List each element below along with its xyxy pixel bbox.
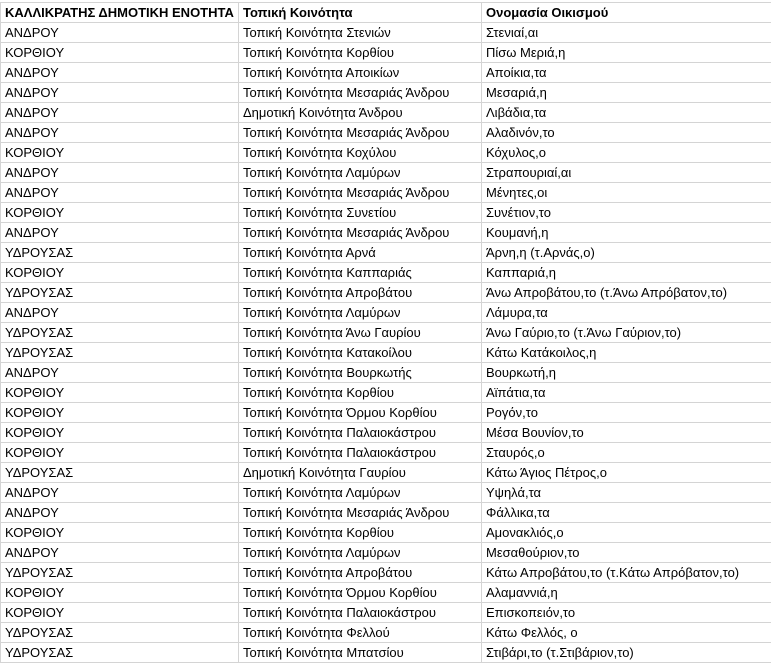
cell-local-community[interactable]: Τοπική Κοινότητα Κορθίου: [239, 383, 482, 403]
cell-settlement-name[interactable]: Αλαμαννιά,η: [482, 583, 771, 603]
table-row: [1, 503, 771, 523]
table-row: [1, 343, 771, 363]
table-row: [1, 63, 771, 83]
table-row: [1, 163, 771, 183]
table-row: [1, 143, 771, 163]
cell-settlement-name[interactable]: Κάτω Φελλός, ο: [482, 623, 771, 643]
table-row: [1, 303, 771, 323]
cell-local-community[interactable]: Τοπική Κοινότητα Μεσαριάς Άνδρου: [239, 123, 482, 143]
cell-local-community[interactable]: Τοπική Κοινότητα Λαμύρων: [239, 543, 482, 563]
cell-settlement-name[interactable]: Μένητες,οι: [482, 183, 771, 203]
cell-municipal-unit[interactable]: ΥΔΡΟΥΣΑΣ: [1, 563, 239, 583]
cell-municipal-unit[interactable]: ΚΟΡΘΙΟΥ: [1, 423, 239, 443]
cell-municipal-unit[interactable]: ΚΟΡΘΙΟΥ: [1, 603, 239, 623]
cell-settlement-name[interactable]: Λιβάδια,τα: [482, 103, 771, 123]
cell-settlement-name[interactable]: Στενιαί,αι: [482, 23, 771, 43]
cell-settlement-name[interactable]: Στιβάρι,το (τ.Στιβάριον,το): [482, 643, 771, 663]
cell-municipal-unit[interactable]: ΑΝΔΡΟΥ: [1, 163, 239, 183]
cell-local-community[interactable]: Τοπική Κοινότητα Αρνά: [239, 243, 482, 263]
cell-local-community[interactable]: Τοπική Κοινότητα Συνετίου: [239, 203, 482, 223]
cell-local-community[interactable]: Τοπική Κοινότητα Μεσαριάς Άνδρου: [239, 223, 482, 243]
cell-local-community[interactable]: Τοπική Κοινότητα Όρμου Κορθίου: [239, 583, 482, 603]
table-row: [1, 223, 771, 243]
cell-municipal-unit[interactable]: ΚΟΡΘΙΟΥ: [1, 443, 239, 463]
cell-municipal-unit[interactable]: ΚΟΡΘΙΟΥ: [1, 143, 239, 163]
cell-municipal-unit[interactable]: ΚΟΡΘΙΟΥ: [1, 523, 239, 543]
cell-settlement-name[interactable]: Φάλλικα,τα: [482, 503, 771, 523]
cell-local-community[interactable]: Τοπική Κοινότητα Καππαριάς: [239, 263, 482, 283]
settlements-table: [0, 2, 771, 663]
header-local-community[interactable]: Τοπική Κοινότητα: [239, 3, 482, 23]
cell-municipal-unit[interactable]: ΑΝΔΡΟΥ: [1, 223, 239, 243]
cell-municipal-unit[interactable]: ΚΟΡΘΙΟΥ: [1, 263, 239, 283]
cell-municipal-unit[interactable]: ΑΝΔΡΟΥ: [1, 543, 239, 563]
cell-local-community[interactable]: Τοπική Κοινότητα Λαμύρων: [239, 303, 482, 323]
header-settlement-name[interactable]: Ονομασία Οικισμού: [482, 3, 771, 23]
cell-settlement-name[interactable]: Κουμανή,η: [482, 223, 771, 243]
table-row: [1, 123, 771, 143]
table-row: [1, 443, 771, 463]
table-row: [1, 543, 771, 563]
table-row: [1, 103, 771, 123]
table-row: [1, 463, 771, 483]
cell-municipal-unit[interactable]: ΥΔΡΟΥΣΑΣ: [1, 463, 239, 483]
table-row: [1, 603, 771, 623]
cell-local-community[interactable]: Τοπική Κοινότητα Αποικίων: [239, 63, 482, 83]
cell-municipal-unit[interactable]: ΚΟΡΘΙΟΥ: [1, 403, 239, 423]
table-row: [1, 363, 771, 383]
cell-local-community[interactable]: Δημοτική Κοινότητα Άνδρου: [239, 103, 482, 123]
table-row: [1, 643, 771, 663]
cell-settlement-name[interactable]: Κάτω Άγιος Πέτρος,ο: [482, 463, 771, 483]
cell-settlement-name[interactable]: Μέσα Βουνίον,το: [482, 423, 771, 443]
cell-municipal-unit[interactable]: ΚΟΡΘΙΟΥ: [1, 203, 239, 223]
table-row: [1, 243, 771, 263]
cell-settlement-name[interactable]: Μεσαθούριον,το: [482, 543, 771, 563]
cell-local-community[interactable]: Τοπική Κοινότητα Βουρκωτής: [239, 363, 482, 383]
cell-local-community[interactable]: Τοπική Κοινότητα Μεσαριάς Άνδρου: [239, 83, 482, 103]
cell-municipal-unit[interactable]: ΚΟΡΘΙΟΥ: [1, 383, 239, 403]
table-row: [1, 523, 771, 543]
table-row: [1, 203, 771, 223]
table-row: [1, 323, 771, 343]
cell-settlement-name[interactable]: Καππαριά,η: [482, 263, 771, 283]
table-row: [1, 83, 771, 103]
table-row: [1, 23, 771, 43]
cell-municipal-unit[interactable]: ΑΝΔΡΟΥ: [1, 23, 239, 43]
cell-municipal-unit[interactable]: ΑΝΔΡΟΥ: [1, 63, 239, 83]
cell-local-community[interactable]: Τοπική Κοινότητα Μεσαριάς Άνδρου: [239, 503, 482, 523]
cell-local-community[interactable]: Τοπική Κοινότητα Παλαιοκάστρου: [239, 603, 482, 623]
cell-settlement-name[interactable]: Ρογόν,το: [482, 403, 771, 423]
cell-local-community[interactable]: Τοπική Κοινότητα Στενιών: [239, 23, 482, 43]
cell-settlement-name[interactable]: Μεσαριά,η: [482, 83, 771, 103]
table-row: [1, 183, 771, 203]
cell-settlement-name[interactable]: Άνω Γαύριο,το (τ.Άνω Γαύριον,το): [482, 323, 771, 343]
cell-municipal-unit[interactable]: ΑΝΔΡΟΥ: [1, 503, 239, 523]
cell-settlement-name[interactable]: Αϊπάτια,τα: [482, 383, 771, 403]
cell-settlement-name[interactable]: Υψηλά,τα: [482, 483, 771, 503]
cell-municipal-unit[interactable]: ΥΔΡΟΥΣΑΣ: [1, 323, 239, 343]
cell-local-community[interactable]: Τοπική Κοινότητα Απροβάτου: [239, 563, 482, 583]
table-row: [1, 563, 771, 583]
cell-local-community[interactable]: Τοπική Κοινότητα Όρμου Κορθίου: [239, 403, 482, 423]
cell-municipal-unit[interactable]: ΑΝΔΡΟΥ: [1, 83, 239, 103]
cell-local-community[interactable]: Τοπική Κοινότητα Μπατσίου: [239, 643, 482, 663]
cell-municipal-unit[interactable]: ΑΝΔΡΟΥ: [1, 363, 239, 383]
table-row: [1, 43, 771, 63]
cell-settlement-name[interactable]: Άρνη,η (τ.Αρνάς,ο): [482, 243, 771, 263]
cell-local-community[interactable]: Τοπική Κοινότητα Παλαιοκάστρου: [239, 443, 482, 463]
cell-settlement-name[interactable]: Κάτω Κατάκοιλος,η: [482, 343, 771, 363]
cell-municipal-unit[interactable]: ΥΔΡΟΥΣΑΣ: [1, 623, 239, 643]
cell-settlement-name[interactable]: Αλαδινόν,το: [482, 123, 771, 143]
cell-municipal-unit[interactable]: ΥΔΡΟΥΣΑΣ: [1, 283, 239, 303]
cell-municipal-unit[interactable]: ΑΝΔΡΟΥ: [1, 103, 239, 123]
cell-municipal-unit[interactable]: ΑΝΔΡΟΥ: [1, 303, 239, 323]
cell-municipal-unit[interactable]: ΥΔΡΟΥΣΑΣ: [1, 343, 239, 363]
cell-settlement-name[interactable]: Βουρκωτή,η: [482, 363, 771, 383]
cell-municipal-unit[interactable]: ΑΝΔΡΟΥ: [1, 183, 239, 203]
table-row: [1, 383, 771, 403]
table-row: [1, 623, 771, 643]
header-municipal-unit[interactable]: ΚΑΛΛΙΚΡΑΤΗΣ ΔΗΜΟΤΙΚΗ ΕΝΟΤΗΤΑ: [1, 3, 239, 23]
cell-local-community[interactable]: Τοπική Κοινότητα Λαμύρων: [239, 163, 482, 183]
cell-settlement-name[interactable]: Κάτω Απροβάτου,το (τ.Κάτω Απρόβατον,το): [482, 563, 771, 583]
table-row: [1, 483, 771, 503]
cell-settlement-name[interactable]: Σταυρός,ο: [482, 443, 771, 463]
cell-local-community[interactable]: Τοπική Κοινότητα Φελλού: [239, 623, 482, 643]
cell-local-community[interactable]: Τοπική Κοινότητα Παλαιοκάστρου: [239, 423, 482, 443]
table-row: [1, 423, 771, 443]
cell-municipal-unit[interactable]: ΚΟΡΘΙΟΥ: [1, 43, 239, 63]
cell-local-community[interactable]: Τοπική Κοινότητα Απροβάτου: [239, 283, 482, 303]
table-row: [1, 263, 771, 283]
cell-municipal-unit[interactable]: ΥΔΡΟΥΣΑΣ: [1, 243, 239, 263]
cell-local-community[interactable]: Δημοτική Κοινότητα Γαυρίου: [239, 463, 482, 483]
cell-local-community[interactable]: Τοπική Κοινότητα Μεσαριάς Άνδρου: [239, 183, 482, 203]
cell-settlement-name[interactable]: Επισκοπειόν,το: [482, 603, 771, 623]
cell-local-community[interactable]: Τοπική Κοινότητα Κοχύλου: [239, 143, 482, 163]
cell-local-community[interactable]: Τοπική Κοινότητα Λαμύρων: [239, 483, 482, 503]
cell-settlement-name[interactable]: Στραπουριαί,αι: [482, 163, 771, 183]
cell-municipal-unit[interactable]: ΑΝΔΡΟΥ: [1, 123, 239, 143]
cell-local-community[interactable]: Τοπική Κοινότητα Κατακοίλου: [239, 343, 482, 363]
table-row: [1, 583, 771, 603]
table-row: [1, 283, 771, 303]
table-body: [1, 23, 771, 663]
cell-settlement-name[interactable]: Αμονακλιός,ο: [482, 523, 771, 543]
cell-municipal-unit[interactable]: ΑΝΔΡΟΥ: [1, 483, 239, 503]
cell-settlement-name[interactable]: Αποίκια,τα: [482, 63, 771, 83]
cell-local-community[interactable]: Τοπική Κοινότητα Κορθίου: [239, 523, 482, 543]
cell-local-community[interactable]: Τοπική Κοινότητα Κορθίου: [239, 43, 482, 63]
header-row: [1, 3, 771, 23]
cell-settlement-name[interactable]: Πίσω Μεριά,η: [482, 43, 771, 63]
cell-municipal-unit[interactable]: ΥΔΡΟΥΣΑΣ: [1, 643, 239, 663]
cell-settlement-name[interactable]: Άνω Απροβάτου,το (τ.Άνω Απρόβατον,το): [482, 283, 771, 303]
cell-settlement-name[interactable]: Λάμυρα,τα: [482, 303, 771, 323]
cell-settlement-name[interactable]: Κόχυλος,ο: [482, 143, 771, 163]
cell-municipal-unit[interactable]: ΚΟΡΘΙΟΥ: [1, 583, 239, 603]
table-row: [1, 403, 771, 423]
cell-local-community[interactable]: Τοπική Κοινότητα Άνω Γαυρίου: [239, 323, 482, 343]
cell-settlement-name[interactable]: Συνέτιον,το: [482, 203, 771, 223]
